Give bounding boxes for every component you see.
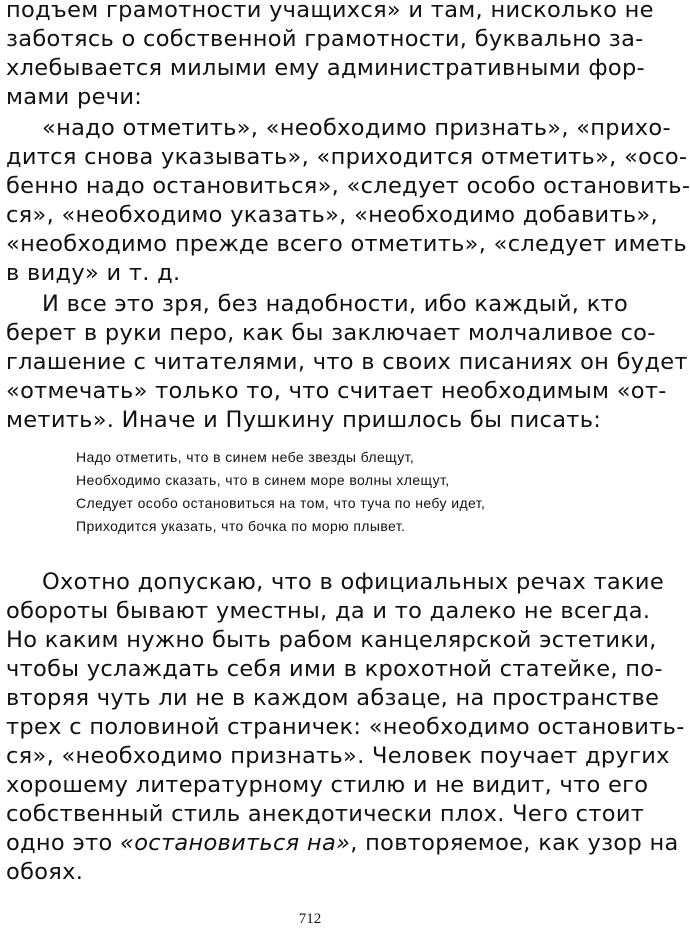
text-line: «надо отметить», «необходимо признать», «прихо- — [42, 115, 671, 141]
text-run: , повторяемое, как узор на — [350, 830, 679, 856]
poem-line: Приходится указать, что бочка по морю плывет. — [76, 518, 406, 534]
text-line: вторяя чуть ли не в каждом абзаце, на пространстве — [6, 685, 660, 711]
text-line: глашение с читателями, что в своих писаниях он будет — [6, 349, 688, 375]
poem-line: Необходимо сказать, что в синем море волны хлещут, — [76, 472, 450, 488]
text-line: мами речи: — [6, 84, 143, 110]
text-line: дится снова указывать», «приходится отметить», «осо- — [6, 144, 688, 170]
text-line: заботясь о собственной грамотности, буквально за- — [6, 26, 644, 52]
text-line: Но каким нужно быть рабом канцелярской эстетики, — [6, 627, 657, 653]
text-line: «отмечать» только то, что считает необходимым «от- — [6, 378, 667, 404]
text-line: бенно надо остановиться», «следует особо остановить- — [6, 173, 690, 199]
text-line: «необходимо прежде всего отметить», «следует иметь — [6, 231, 687, 257]
poem-line: Следует особо остановиться на том, что туча по небу идет, — [76, 495, 486, 511]
text-line: Охотно допускаю, что в официальных речах такие — [42, 569, 664, 595]
text-line: ся», «необходимо признать». Человек поучает других — [6, 743, 670, 769]
text-line: И все это зря, без надобности, ибо каждый, кто — [42, 291, 629, 317]
text-line: собственный стиль анекдотически плох. Чего стоит — [6, 801, 645, 827]
text-line: обороты бывают уместны, да и то далеко не всегда. — [6, 598, 651, 624]
page-number: 712 — [298, 911, 322, 927]
text-line: подъем грамотности учащихся» и там, нисколько не — [6, 0, 654, 23]
text-line: хорошему литературному стилю и не видит, что его — [6, 772, 649, 798]
text-line: чтобы услаждать себя ими в крохотной статейке, по- — [6, 656, 663, 682]
text-line: хлебывается милыми ему административными фор- — [6, 55, 645, 81]
text-line: обоях. — [6, 859, 84, 885]
text-line: метить». Иначе и Пушкину пришлось бы писать: — [6, 407, 602, 433]
text-line: в виду» и т. д. — [6, 260, 181, 286]
text-line: берет в руки перо, как бы заключает молчаливое со- — [6, 320, 656, 346]
poem-line: Надо отметить, что в синем небе звезды блещут, — [76, 449, 415, 465]
text-line: трех с половиной страничек: «необходимо остановить- — [6, 714, 685, 740]
text-line — [6, 829, 679, 858]
italic-phrase: «остановиться на» — [120, 830, 351, 856]
text-line: ся», «необходимо указать», «необходимо добавить», — [6, 202, 658, 228]
text-run: одно это — [6, 830, 121, 856]
